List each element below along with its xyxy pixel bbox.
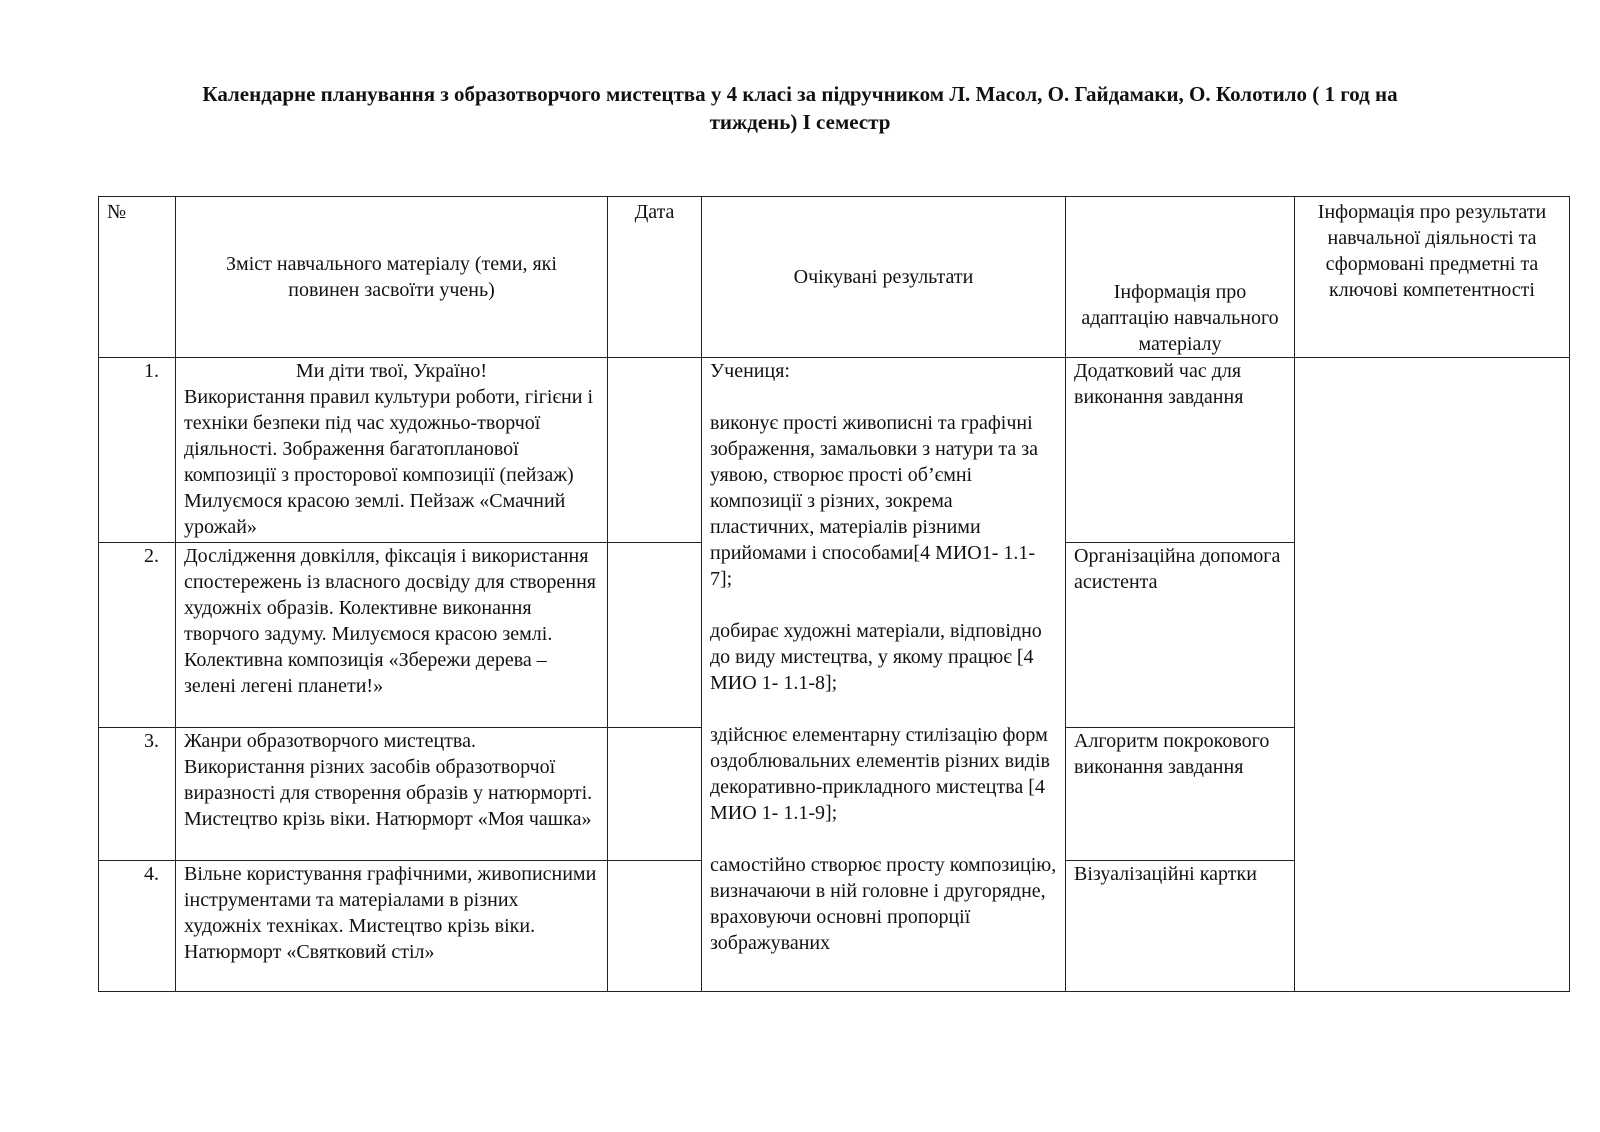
expected-item: самостійно створює просту композицію, визначаючи в ній головне і другорядне, враховуючи основні пропорції зображуваних xyxy=(710,854,1057,954)
row-content-text: Вільне користування графічними, живописними інструментами та матеріалами в різних художніх техніках. Мистецтво крізь віки. Натюрморт «Святковий стіл» xyxy=(184,863,597,963)
row-number: 1. xyxy=(99,358,176,543)
row-content-text: Дослідження довкілля, фіксація і використання спостережень із власного досвіду для створення художніх образів. Колективне виконання творчого задуму. Милуємося красою землі. Колективна композиція «Збережи дерева – зелені легені планети!» xyxy=(184,545,596,697)
header-number: № xyxy=(99,197,176,358)
header-content: Зміст навчального матеріалу (теми, які повинен засвоїти учень) xyxy=(176,197,608,358)
row-date xyxy=(608,728,702,861)
row-date xyxy=(608,861,702,992)
row-date xyxy=(608,543,702,728)
row-adaptation: Візуалізаційні картки xyxy=(1066,861,1295,992)
row-number: 4. xyxy=(99,861,176,992)
row-date xyxy=(608,358,702,543)
row-adaptation: Організаційна допомога асистента xyxy=(1066,543,1295,728)
expected-item: здійснює елементарну стилізацію форм оздоблювальних елементів різних видів декоративно-прикладного мистецтва [4 МИО 1- 1.1-9]; xyxy=(710,724,1050,824)
expected-item: добирає художні матеріали, відповідно до виду мистецтва, у якому працює [4 МИО 1- 1.1-8]; xyxy=(710,620,1042,694)
document-title-line1: Календарне планування з образотворчого мистецтва у 4 класі за підручником Л. Масол, О. Гайдамаки, О. Колотило ( 1 год на xyxy=(202,82,1398,106)
table-row xyxy=(99,358,1570,543)
table-header-row xyxy=(99,197,1570,358)
row-content xyxy=(176,543,608,728)
header-expected: Очікувані результати xyxy=(702,197,1066,358)
competence-cell xyxy=(1295,358,1570,992)
row-content xyxy=(176,861,608,992)
plan-table xyxy=(98,196,1570,992)
expected-intro: Учениця: xyxy=(710,360,790,382)
header-adaptation: Інформація про адаптацію навчального матеріалу xyxy=(1066,197,1295,358)
row-content-text: Використання правил культури роботи, гігієни і техніки безпеки під час художньо-творчої діяльності. Зображення багатопланової композиції з просторової композиції (пейзаж) Милуємося красою землі. Пейзаж «Смачний урожай» xyxy=(184,386,593,538)
row-content xyxy=(176,728,608,861)
document-title-line2: тиждень) І семестр xyxy=(709,110,891,134)
expected-item: виконує прості живописні та графічні зображення, замальовки з натури та за уявою, створює прості об’ємні композиції з різних, зокрема пластичних, матеріалів різними прийомами і способами[4 МИО1- 1.1-7]; xyxy=(710,412,1038,590)
header-date: Дата xyxy=(608,197,702,358)
expected-results-cell xyxy=(702,358,1066,992)
row-content-text: Жанри образотворчого мистецтва. Використання різних засобів образотворчої виразності для створення образів у натюрморті. Мистецтво крізь віки. Натюрморт «Моя чашка» xyxy=(184,730,593,830)
row-adaptation: Алгоритм покрокового виконання завдання xyxy=(1066,728,1295,861)
row-content xyxy=(176,358,608,543)
row-adaptation: Додатковий час для виконання завдання xyxy=(1066,358,1295,543)
document-title xyxy=(130,80,1470,136)
row-number: 2. xyxy=(99,543,176,728)
row-number: 3. xyxy=(99,728,176,861)
row-topic-title: Ми діти твої, Україно! xyxy=(295,360,488,382)
header-competence: Інформація про результати навчальної діяльності та сформовані предметні та ключові компетентності xyxy=(1295,197,1570,358)
